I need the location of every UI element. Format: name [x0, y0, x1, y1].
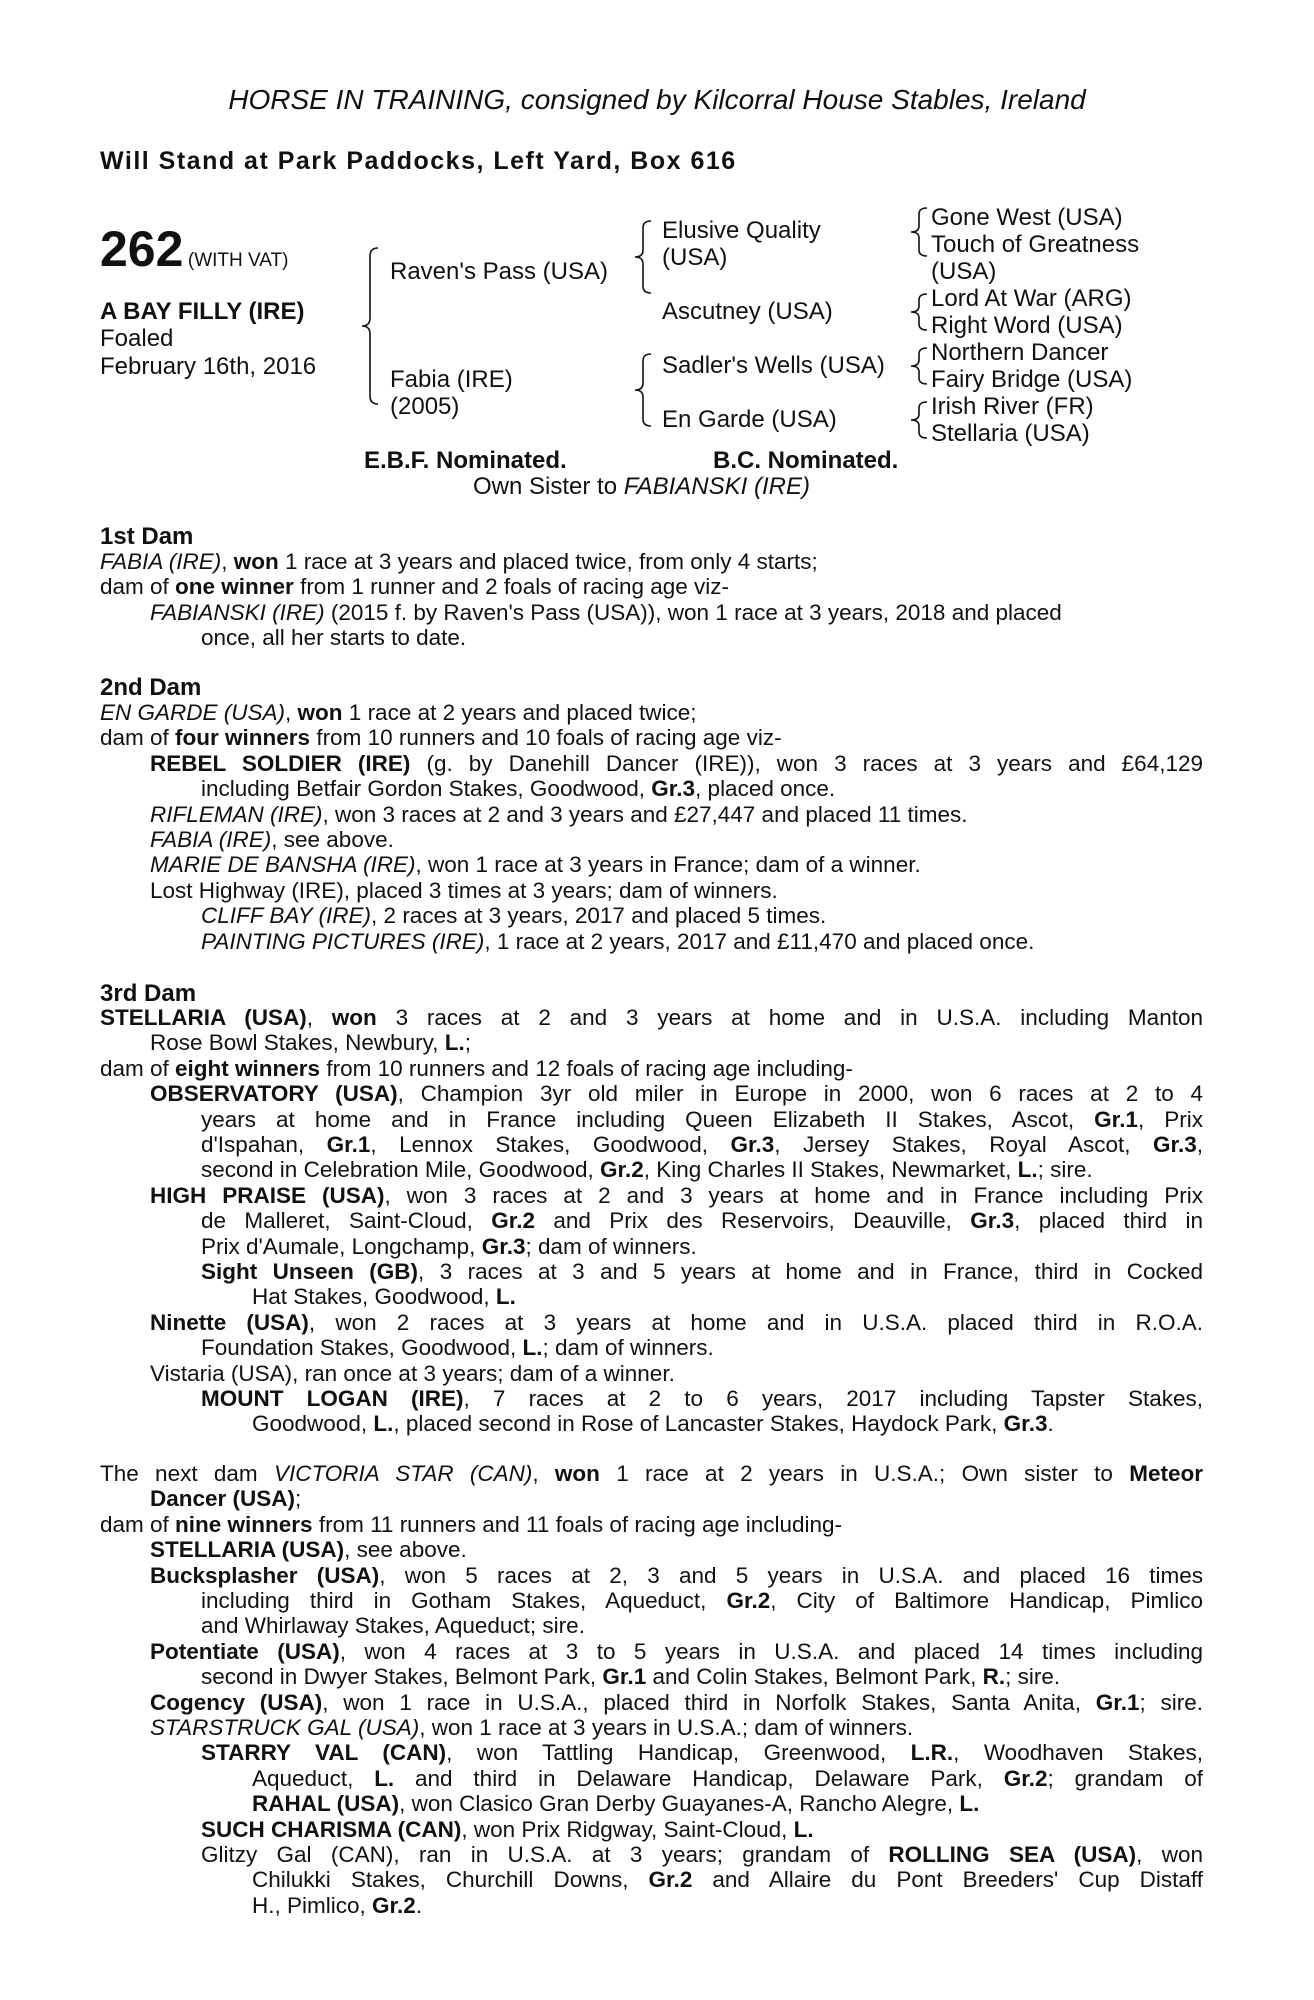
nextdam-line-segment: L.R.	[910, 1740, 954, 1766]
dam2-line-segment: , won 3 races at 2 and 3 years and £27,447 and placed 11 times.	[322, 801, 968, 827]
dam3-line-segment: STELLARIA (USA)	[100, 1005, 307, 1030]
nextdam-line	[252, 1766, 1203, 1791]
dam3-line-segment: Prix d'Aumale, Longchamp,	[201, 1233, 482, 1259]
dam1-heading: 1st Dam	[100, 523, 194, 550]
dam3-line-segment: Gr.3	[481, 1233, 526, 1259]
dam3-line-segment: , won 2 races at 3 years at home and in U.S.A. placed third in R.O.A.	[308, 1309, 1203, 1335]
nextdam-line-segment: L.	[959, 1791, 980, 1817]
nextdam-line-segment: R.	[982, 1664, 1006, 1690]
dam3-line	[252, 1411, 1054, 1436]
nextdam-line	[150, 1639, 1203, 1664]
nextdam-line-segment: , won Prix Ridgway, Saint-Cloud,	[461, 1816, 794, 1842]
dam3-line-segment: Goodwood,	[252, 1411, 374, 1437]
nextdam-line-segment: Potentiate (USA)	[150, 1638, 340, 1664]
nextdam-line-segment: , won 1 race at 3 years in U.S.A.; dam of winners.	[419, 1715, 914, 1740]
nextdam-line	[150, 1715, 913, 1740]
dam1-line	[100, 549, 818, 574]
pedigree-dsd: Fairy Bridge (USA)	[931, 366, 1133, 393]
dam1-line	[150, 600, 1062, 625]
dam1-line-segment: 1 race at 3 years and placed twice, from only 4 starts;	[278, 549, 818, 574]
dam2-line	[150, 802, 968, 827]
ds-brace	[911, 348, 927, 384]
dam2-line-segment: , 2 races at 3 years, 2017 and placed 5 times.	[371, 903, 827, 929]
dam3-line-segment: Vistaria (USA), ran once at 3 years; dam of a winner.	[150, 1360, 675, 1386]
dam1-line-segment: FABIA (IRE)	[100, 549, 222, 574]
nextdam-line-segment: Cogency (USA)	[150, 1689, 323, 1715]
nextdam-line-segment: , won 5 races at 2, 3 and 5 years in U.S.A. and placed 16 times	[379, 1562, 1203, 1588]
dam3-line-segment: ; sire.	[1037, 1157, 1093, 1183]
dam3-line-segment: de Malleret, Saint-Cloud,	[201, 1208, 492, 1234]
dam3-line	[201, 1208, 1203, 1233]
dam3-line-segment: , placed second in Rose of Lancaster Stakes, Haydock Park,	[393, 1411, 1004, 1437]
pedigree-ssd-country: (USA)	[931, 258, 997, 285]
dam2-line-segment: dam of	[100, 725, 176, 751]
nextdam-line-segment: Gr.2	[372, 1892, 416, 1918]
dam3-line-segment: ;	[464, 1030, 471, 1056]
dam3-line-segment: .	[1047, 1411, 1054, 1437]
pedigree-sdd: Right Word (USA)	[931, 312, 1123, 339]
dam3-line	[201, 1157, 1093, 1182]
dam2-line	[100, 700, 697, 725]
dam1-line-segment: one winner	[175, 574, 294, 600]
nextdam-line-segment: VICTORIA STAR (CAN)	[273, 1461, 533, 1486]
pedigree-dd: En Garde (USA)	[662, 406, 837, 433]
nextdam-line-segment: second in Dwyer Stakes, Belmont Park,	[201, 1664, 603, 1690]
nextdam-line-segment: dam of	[100, 1511, 176, 1537]
dam3-line	[201, 1132, 1203, 1157]
pedigree-dam: Fabia (IRE)	[390, 366, 513, 393]
dam3-line-segment: L.	[495, 1284, 516, 1310]
own-sister-prefix: Own Sister to	[473, 473, 624, 500]
dam3-line-segment: and Prix des Reservoirs, Deauville,	[534, 1208, 971, 1234]
nextdam-line	[201, 1817, 814, 1842]
dam3-line-segment: Sight Unseen (GB)	[201, 1259, 419, 1284]
dam2-line-segment: REBEL SOLDIER (IRE)	[150, 750, 411, 776]
dam2-line	[150, 751, 1203, 776]
pedigree-ddd: Stellaria (USA)	[931, 420, 1090, 447]
dam3-line-segment: from 10 runners and 12 foals of racing age including-	[320, 1055, 853, 1081]
pedigree-ss-country: (USA)	[662, 244, 728, 271]
dam2-line-segment: CLIFF BAY (IRE)	[201, 903, 372, 929]
own-sister-name: FABIANSKI (IRE)	[623, 473, 810, 500]
dam3-line-segment: , Jersey Stakes, Royal Ascot,	[774, 1132, 1153, 1157]
nextdam-line-segment: STARRY VAL (CAN)	[201, 1740, 447, 1766]
pedigree-ds: Sadler's Wells (USA)	[662, 352, 885, 379]
dam3-line-segment: Hat Stakes, Goodwood,	[252, 1284, 496, 1310]
nextdam-line-segment: L.	[374, 1765, 395, 1791]
nextdam-line-segment: The next dam	[100, 1461, 274, 1486]
nextdam-line-segment: Gr.2	[726, 1588, 771, 1613]
dam3-line-segment: ,	[306, 1005, 332, 1030]
nextdam-line-segment: ;	[295, 1486, 302, 1512]
nextdam-line-segment: , won 1 race in U.S.A., placed third in Norfolk Stakes, Santa Anita,	[322, 1689, 1096, 1715]
dam3-line	[100, 1056, 853, 1081]
main-brace	[362, 248, 378, 404]
dam3-line-segment: Gr.3	[1003, 1411, 1048, 1437]
nextdam-line-segment: nine winners	[175, 1511, 313, 1537]
ebf-nomination: E.B.F. Nominated.	[364, 447, 567, 474]
dam1-line-segment: FABIANSKI (IRE)	[150, 599, 325, 625]
nextdam-line-segment: H., Pimlico,	[252, 1892, 373, 1918]
dam3-line	[150, 1030, 471, 1055]
nextdam-line-segment: and Whirlaway Stakes, Aqueduct; sire.	[201, 1613, 585, 1639]
foaled-label: Foaled	[100, 325, 174, 352]
nextdam-line	[150, 1537, 467, 1562]
dam3-line-segment: MOUNT LOGAN (IRE)	[201, 1386, 464, 1411]
stand-location: Will Stand at Park Paddocks, Left Yard, Box 616	[100, 147, 737, 175]
dam1-line-segment: won	[233, 549, 279, 574]
pedigree-ssd: Touch of Greatness	[931, 231, 1140, 258]
nextdam-line-segment: , won Clasico Gran Derby Guayanes-A, Rancho Alegre,	[399, 1791, 960, 1817]
pedigree-sire: Raven's Pass (USA)	[390, 258, 608, 285]
nextdam-line-segment: Glitzy Gal (CAN), ran in U.S.A. at 3 years; grandam of	[201, 1842, 889, 1867]
dam2-line-segment: PAINTING PICTURES (IRE)	[201, 928, 485, 954]
dam3-line-segment: Gr.1	[1094, 1106, 1138, 1132]
foaled-date: February 16th, 2016	[100, 353, 317, 380]
dam2-line	[100, 725, 782, 750]
dam1-line	[100, 574, 729, 599]
nextdam-line	[100, 1461, 1203, 1486]
nextdam-line-segment: ; grandam of	[1047, 1765, 1203, 1791]
dam3-line-segment: Gr.1	[326, 1132, 371, 1157]
nextdam-line-segment: , City of Baltimore Handicap, Pimlico	[770, 1588, 1203, 1613]
dam2-line-segment: four winners	[175, 725, 311, 751]
dam3-heading: 3rd Dam	[100, 980, 197, 1007]
dam2-line-segment: , won 1 race at 3 years in France; dam of a winner.	[415, 852, 921, 878]
pedigree-ss: Elusive Quality	[662, 217, 821, 244]
dam3-line-segment: Rose Bowl Stakes, Newbury,	[150, 1030, 445, 1056]
dam3-line	[100, 1005, 1203, 1030]
dam2-line	[201, 903, 826, 928]
dam2-line-segment: MARIE DE BANSHA (IRE)	[150, 852, 416, 878]
nextdam-line	[252, 1893, 422, 1918]
dam3-line-segment: L.	[522, 1335, 543, 1361]
nextdam-line-segment: , won	[1136, 1842, 1203, 1867]
pedigree-sds: Lord At War (ARG)	[931, 285, 1132, 312]
dam2-line-segment: FABIA (IRE)	[150, 827, 272, 852]
lot-number: 262	[100, 221, 184, 277]
dam3-line-segment: Gr.3	[1152, 1132, 1197, 1157]
pedigree-dam-year: (2005)	[390, 393, 460, 420]
sire-brace	[635, 221, 651, 293]
dam3-line	[150, 1310, 1203, 1335]
dam3-line-segment: , 3 races at 3 and 5 years at home and in France, third in Cocked	[418, 1259, 1203, 1284]
pedigree-sss: Gone West (USA)	[931, 204, 1123, 231]
nextdam-line-segment: Gr.1	[1095, 1689, 1140, 1715]
dam3-line-segment: L.	[373, 1411, 394, 1437]
dam1-line-segment: ,	[221, 549, 234, 574]
dam3-line-segment: Foundation Stakes, Goodwood,	[201, 1335, 523, 1361]
dam3-line	[201, 1335, 714, 1360]
lot-vat: (WITH VAT)	[187, 250, 289, 271]
own-sister-note	[473, 473, 810, 501]
nextdam-line-segment: and Colin Stakes, Belmont Park,	[646, 1664, 983, 1690]
nextdam-line-segment: Gr.2	[1003, 1765, 1048, 1791]
dam3-line	[201, 1386, 1203, 1411]
dam1-line-segment: (2015 f. by Raven's Pass (USA)), won 1 race at 3 years, 2018 and placed	[324, 599, 1062, 625]
dam2-line-segment: RIFLEMAN (IRE)	[150, 801, 323, 827]
dam3-line-segment: , Prix	[1137, 1106, 1203, 1132]
dam3-line-segment: , King Charles II Stakes, Newmarket,	[643, 1157, 1018, 1183]
nextdam-line	[252, 1867, 1203, 1892]
dam3-line-segment: eight winners	[175, 1055, 321, 1081]
nextdam-line-segment: ; sire.	[1005, 1664, 1061, 1690]
dam3-line	[201, 1234, 697, 1259]
dam2-line	[150, 878, 778, 903]
dam3-line-segment: Gr.3	[970, 1208, 1015, 1234]
nextdam-line-segment: Aqueduct,	[252, 1765, 375, 1791]
nextdam-line	[201, 1588, 1203, 1613]
dam2-line-segment: EN GARDE (USA)	[100, 700, 286, 725]
nextdam-line-segment: Gr.1	[602, 1664, 647, 1690]
nextdam-line-segment: RAHAL (USA)	[252, 1791, 400, 1817]
dam3-line-segment: Gr.2	[491, 1208, 535, 1234]
nextdam-line	[201, 1664, 1060, 1689]
dam2-line-segment: (g. by Danehill Dancer (IRE)), won 3 races at 3 years and £64,129	[410, 750, 1203, 776]
dam3-line-segment: ,	[1196, 1132, 1203, 1157]
dam3-line	[150, 1361, 675, 1386]
dam3-line-segment: L.	[444, 1030, 465, 1056]
nextdam-line-segment: ; sire.	[1139, 1689, 1203, 1715]
nextdam-line-segment: and Allaire du Pont Breeders' Cup Distaff	[692, 1867, 1203, 1893]
dam3-line-segment: HIGH PRAISE (USA)	[150, 1182, 385, 1208]
dam2-line	[150, 852, 921, 877]
dam3-line-segment: years at home and in France including Queen Elizabeth II Stakes, Ascot,	[201, 1106, 1095, 1132]
dam2-line	[150, 827, 394, 852]
dam1-line-segment: once, all her starts to date.	[201, 625, 467, 651]
nextdam-line	[201, 1842, 1203, 1867]
nextdam-line-segment: .	[415, 1892, 423, 1918]
nextdam-line-segment: 1 race at 2 years in U.S.A.; Own sister to	[599, 1461, 1130, 1486]
nextdam-line-segment: including third in Gotham Stakes, Aqueduct,	[201, 1588, 727, 1613]
nextdam-line-segment: Gr.2	[648, 1867, 693, 1893]
dam3-line-segment: , 7 races at 2 to 6 years, 2017 including Tapster Stakes,	[463, 1386, 1203, 1411]
nextdam-line-segment: Meteor	[1129, 1461, 1203, 1486]
nextdam-line-segment: Bucksplasher (USA)	[150, 1562, 380, 1588]
pedigree-dss: Northern Dancer	[931, 339, 1109, 366]
nextdam-line-segment: , won 4 races at 3 to 5 years in U.S.A. and placed 14 times including	[339, 1638, 1203, 1664]
nextdam-line-segment: won	[554, 1461, 600, 1486]
bc-nomination: B.C. Nominated.	[713, 447, 899, 474]
dam2-line-segment: , 1 race at 2 years, 2017 and £11,470 and placed once.	[484, 928, 1035, 954]
nextdam-line-segment: SUCH CHARISMA (CAN)	[201, 1816, 462, 1842]
nextdam-line-segment: , won Tattling Handicap, Greenwood,	[446, 1740, 911, 1766]
nextdam-line-segment: ,	[532, 1461, 555, 1486]
dam2-line-segment: including Betfair Gordon Stakes, Goodwood,	[201, 776, 652, 802]
nextdam-line-segment: from 11 runners and 11 foals of racing age including-	[312, 1511, 843, 1537]
dam1-line-segment: dam of	[100, 574, 176, 600]
dam2-line-segment: , see above.	[271, 827, 394, 852]
ss-brace	[911, 208, 927, 256]
dam3-line-segment: won	[331, 1005, 377, 1030]
nextdam-line-segment: ROLLING SEA (USA)	[888, 1842, 1137, 1867]
dam2-heading: 2nd Dam	[100, 674, 202, 701]
nextdam-line	[201, 1740, 1203, 1765]
dam2-line	[201, 929, 1034, 954]
dam3-line-segment: 3 races at 2 and 3 years at home and in U.S.A. including Manton	[376, 1005, 1203, 1030]
nextdam-line-segment: Dancer (USA)	[150, 1486, 296, 1512]
dam3-line-segment: , Champion 3yr old miler in Europe in 2000, won 6 races at 2 to 4	[397, 1081, 1203, 1107]
nextdam-line-segment: Chilukki Stakes, Churchill Downs,	[252, 1867, 649, 1893]
dam2-line-segment: , placed once.	[695, 776, 836, 802]
nextdam-line-segment: L.	[793, 1816, 814, 1842]
dam3-line-segment: , Lennox Stakes, Goodwood,	[370, 1132, 731, 1157]
dam3-line-segment: dam of	[100, 1055, 176, 1081]
dam3-line-segment: ; dam of winners.	[542, 1335, 714, 1361]
dam3-line-segment: OBSERVATORY (USA)	[150, 1081, 398, 1107]
dam3-line	[201, 1259, 1203, 1284]
dam1-line	[201, 625, 466, 650]
dam3-line-segment: Gr.3	[730, 1132, 775, 1157]
dam3-line-segment: L.	[1017, 1157, 1038, 1183]
dam3-line-segment: , placed third in	[1014, 1208, 1203, 1234]
dam2-line-segment: from 10 runners and 10 foals of racing age viz-	[310, 725, 782, 751]
dam3-line-segment: Gr.2	[599, 1157, 644, 1183]
dam3-line	[150, 1183, 1203, 1208]
dam2-line-segment: ,	[285, 700, 298, 725]
lot-name: A BAY FILLY (IRE)	[100, 298, 305, 325]
nextdam-line	[150, 1690, 1203, 1715]
dam-brace	[635, 354, 651, 426]
dam3-line-segment: d'Ispahan,	[201, 1132, 327, 1157]
nextdam-line	[252, 1791, 979, 1816]
nextdam-line-segment: STELLARIA (USA)	[150, 1537, 345, 1563]
nextdam-line-segment: , Woodhaven Stakes,	[953, 1740, 1203, 1766]
dam3-line	[201, 1107, 1203, 1132]
dam3-line	[252, 1284, 516, 1309]
dam3-line-segment: , won 3 races at 2 and 3 years at home and in France including Prix	[384, 1182, 1203, 1208]
dam2-line-segment: won	[297, 700, 343, 725]
dam2-line-segment: 1 race at 2 years and placed twice;	[342, 700, 697, 725]
dd-brace	[911, 402, 927, 438]
dam2-line	[201, 776, 835, 801]
nextdam-line-segment: STARSTRUCK GAL (USA)	[150, 1715, 420, 1740]
nextdam-line-segment: , see above.	[344, 1537, 467, 1563]
pedigree-sd: Ascutney (USA)	[662, 298, 833, 325]
pedigree-dds: Irish River (FR)	[931, 393, 1094, 420]
sd-brace	[911, 294, 927, 330]
nextdam-line	[201, 1613, 585, 1638]
dam3-line	[150, 1081, 1203, 1106]
nextdam-line	[150, 1486, 301, 1511]
dam3-line-segment: ; dam of winners.	[525, 1233, 697, 1259]
dam3-line-segment: Ninette (USA)	[150, 1309, 309, 1335]
nextdam-line	[100, 1512, 842, 1537]
dam1-line-segment: from 1 runner and 2 foals of racing age viz-	[293, 574, 730, 600]
dam2-line-segment: Lost Highway (IRE), placed 3 times at 3 years; dam of winners.	[150, 877, 778, 903]
catalogue-header: HORSE IN TRAINING, consigned by Kilcorral House Stables, Ireland	[228, 84, 1086, 115]
dam2-line-segment: Gr.3	[651, 776, 696, 802]
nextdam-line-segment: and third in Delaware Handicap, Delaware Park,	[394, 1765, 1004, 1791]
dam3-line-segment: second in Celebration Mile, Goodwood,	[201, 1157, 600, 1183]
nextdam-line	[150, 1563, 1203, 1588]
